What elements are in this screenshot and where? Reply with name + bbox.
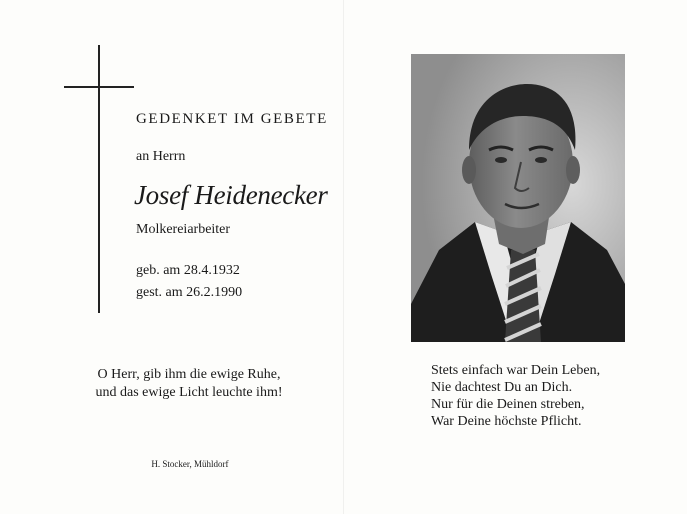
birth-date: geb. am 28.4.1932: [136, 263, 240, 278]
poem-line: War Deine höchste Pflicht.: [431, 414, 582, 429]
poem-line: Nur für die Deinen streben,: [431, 397, 585, 412]
cross-horizontal-bar: [64, 86, 134, 88]
prayer-line: O Herr, gib ihm die ewige Ruhe,: [97, 367, 281, 382]
card-fold: [343, 0, 344, 514]
eye-left: [495, 157, 507, 163]
eye-right: [535, 157, 547, 163]
prayer-line: und das ewige Licht leuchte ihm!: [95, 385, 283, 400]
portrait-photo: [411, 54, 625, 342]
poem-line: Stets einfach war Dein Leben,: [431, 363, 601, 378]
occupation: Molkereiarbeiter: [136, 222, 231, 237]
poem: [431, 362, 600, 430]
printer-credit: H. Stocker, Mühldorf: [151, 459, 229, 469]
prayer: [60, 366, 318, 402]
poem-line: Nie dachtest Du an Dich.: [431, 380, 573, 395]
ear-left: [462, 156, 476, 184]
portrait-illustration: [411, 54, 625, 342]
salutation: an Herrn: [136, 149, 186, 164]
death-date: gest. am 26.2.1990: [136, 285, 243, 300]
deceased-name: Josef Heidenecker: [134, 180, 328, 210]
ear-right: [566, 156, 580, 184]
heading: GEDENKET IM GEBETE: [136, 111, 328, 127]
